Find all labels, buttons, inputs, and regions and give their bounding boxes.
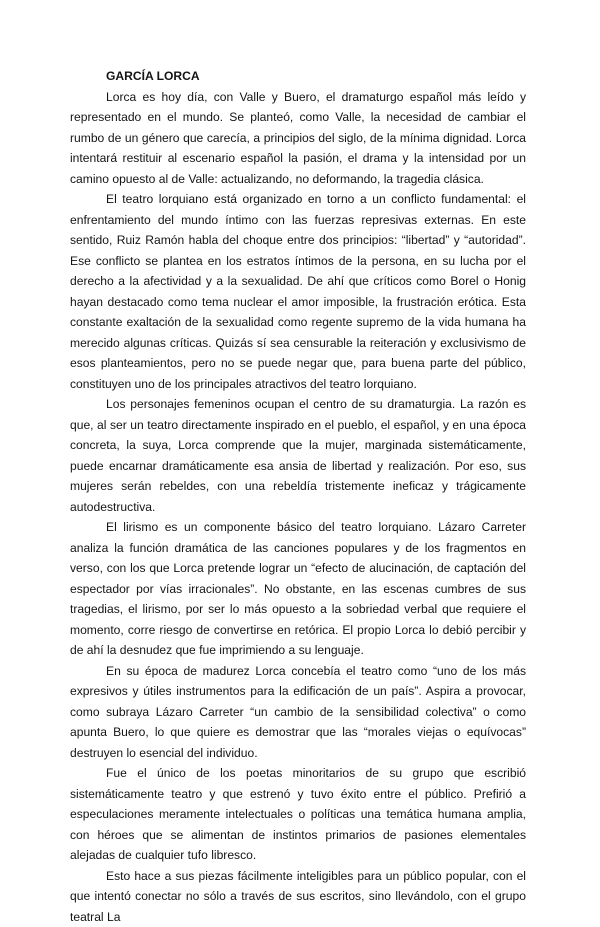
paragraph-maturity: En su época de madurez Lorca concebía el teatro como “uno de los más expresivos y útiles instrumentos para la edificación de un país”. Aspira a provocar, como subraya Lázaro Carreter “un cambio de la sensibilidad colectiva” o como apunta Buero, lo que quiere es demostrar que las “morales viejas o equívocas” destruyen lo esencial del individuo. <box>70 661 526 764</box>
paragraph-lyricism: El lirismo es un componente básico del teatro lorquiano. Lázaro Carreter analiza la función dramática de las canciones populares y de los fragmentos en verso, con los que Lorca pretende lograr un “efecto de alucinación, de captación del espectador por vías irracionales”. No obstante, en las escenas cumbres de sus tragedias, el lirismo, por ser lo más opuesto a la sobriedad verbal que requiere el momento, corre riesgo de convertirse en retórica. El propio Lorca lo debió percibir y de ahí la desnudez que fue imprimiendo a su lenguaje. <box>70 517 526 661</box>
paragraph-conflict: El teatro lorquiano está organizado en torno a un conflicto fundamental: el enfrentamiento del mundo íntimo con las fuerzas represivas externas. En este sentido, Ruiz Ramón habla del choque entre dos principios: “libertad” y “autoridad”. Ese conflicto se plantea en los estratos íntimos de la persona, en su lucha por el derecho a la afectividad y a la sexualidad. De ahí que críticos como Borel o Honig hayan destacado como tema nuclear el amor imposible, la frustración erótica. Esta constante exaltación de la sexualidad como regente supremo de la vida humana ha merecido algunas críticas. Quizás sí sea censurable la reiteración y exclusivismo de esos planteamientos, pero no se puede negar que, para buena parte del público, constituyen uno de los principales atractivos del teatro lorquiano. <box>70 189 526 394</box>
paragraph-popular-audience: Esto hace a sus piezas fácilmente inteligibles para un público popular, con el que intentó conectar no sólo a través de sus escritos, sino llevándolo, con el grupo teatral La <box>70 866 526 927</box>
paragraph-theatre-success: Fue el único de los poetas minoritarios de su grupo que escribió sistemáticamente teatro y que estrenó y tuvo éxito entre el público. Prefirió a especulaciones meramente intelectuales o políticas una temática humana amplia, con héroes que se alimentan de instintos primarios de pasiones elementales alejadas de cualquier tufo libresco. <box>70 763 526 866</box>
document-body <box>70 66 526 927</box>
paragraph-female-characters: Los personajes femeninos ocupan el centro de su dramaturgia. La razón es que, al ser un teatro directamente inspirado en el pueblo, el español, y en una época concreta, la suya, Lorca comprende que la mujer, marginada sistemáticamente, puede encarnar dramáticamente esa ansia de libertad y realización. Por eso, sus mujeres serán rebeldes, con una rebeldía tristemente ineficaz y trágicamente autodestructiva. <box>70 394 526 517</box>
paragraph-intro: Lorca es hoy día, con Valle y Buero, el dramaturgo español más leído y representado en el mundo. Se planteó, como Valle, la necesidad de cambiar el rumbo de un género que carecía, a principios del siglo, de la mínima dignidad. Lorca intentará restituir al escenario español la pasión, el drama y la intensidad por un camino opuesto al de Valle: actualizando, no deformando, la tragedia clásica. <box>70 87 526 190</box>
document-title: GARCÍA LORCA <box>106 66 526 87</box>
